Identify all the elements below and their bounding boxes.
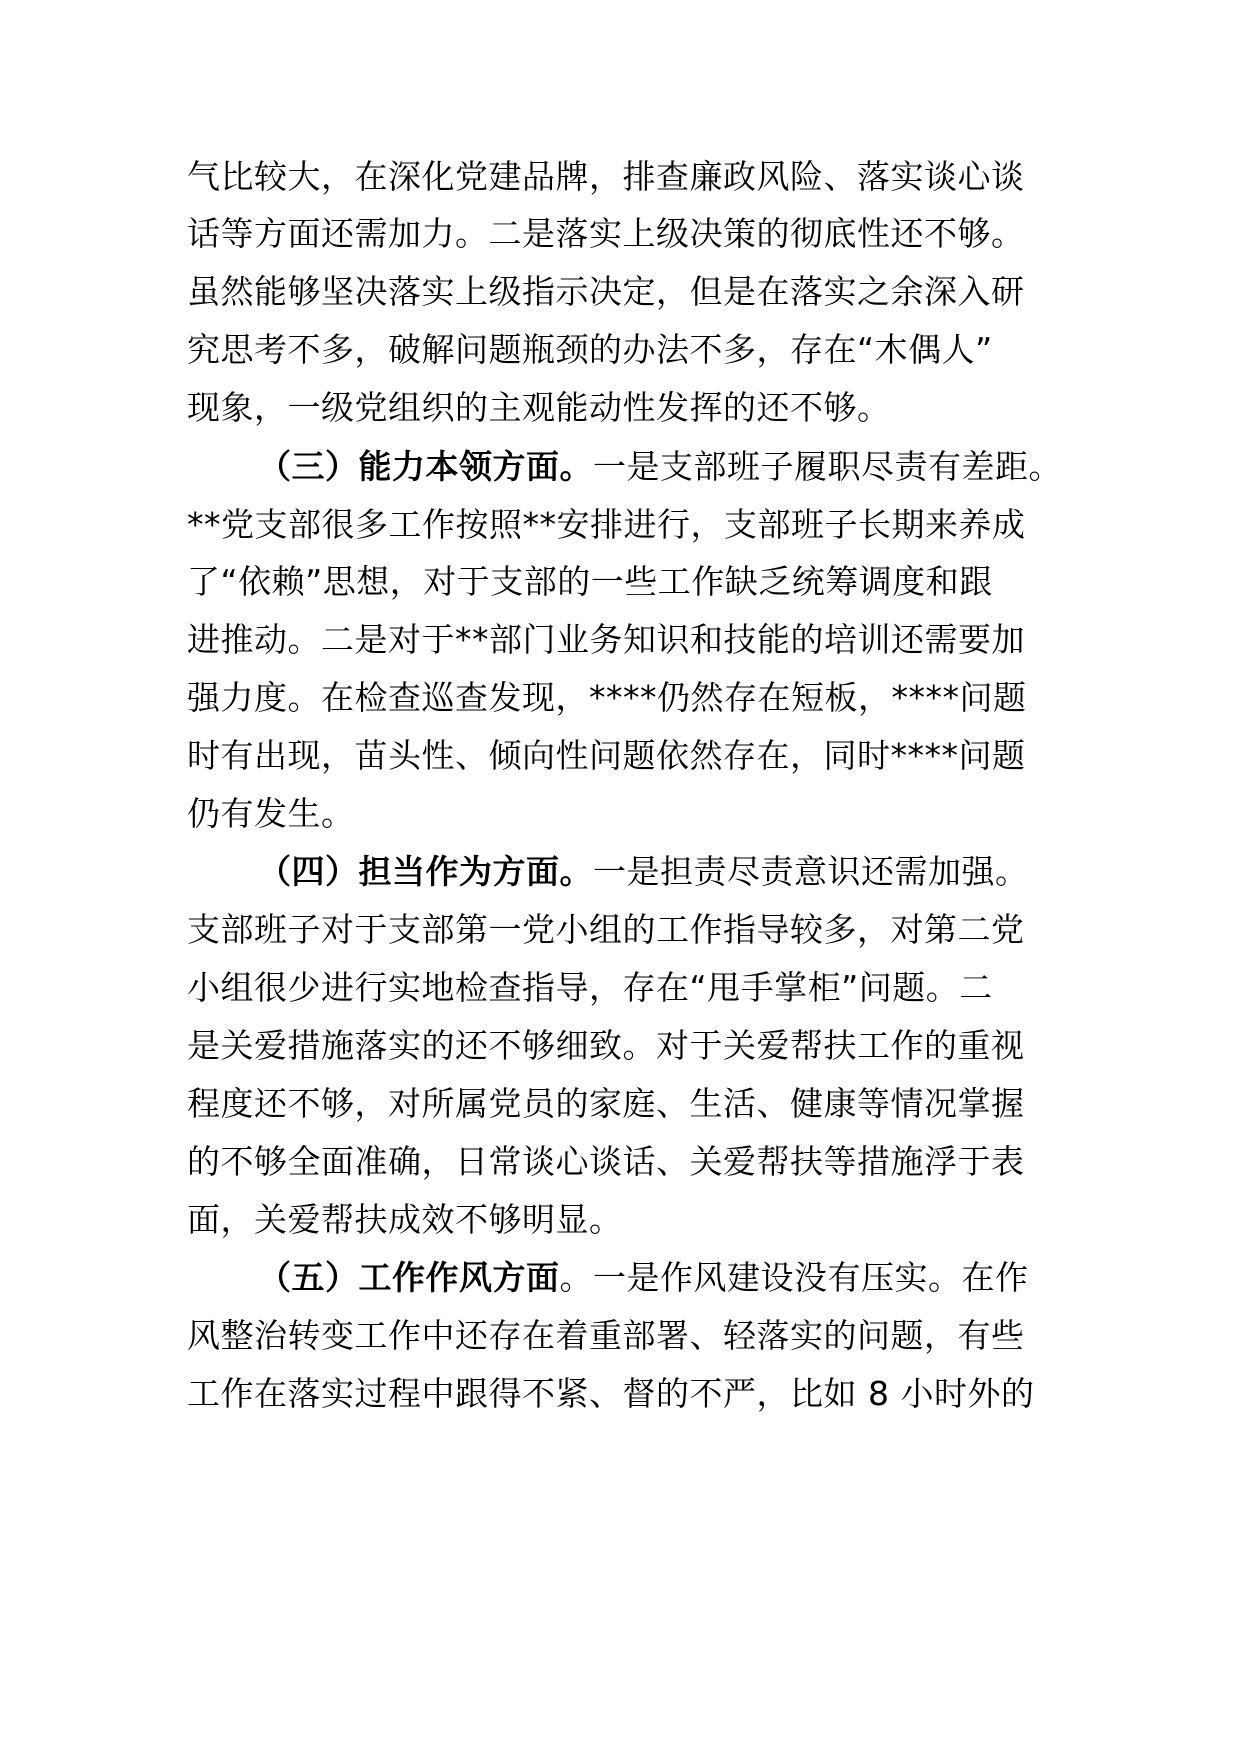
text-line: 的不够全面准确，日常谈心谈话、关爱帮扶等措施浮于表: [187, 1142, 1025, 1181]
text-line: 工作在落实过程中跟得不紧、督的不严，比如 8 小时外的: [187, 1374, 1035, 1413]
text-line: 进推动。二是对于**部门业务知识和技能的培训还需要加: [187, 620, 1025, 659]
text-span: 一是担责尽责意识还需加强。: [593, 852, 1029, 891]
text-line: 面，关爱帮扶成效不够明显。: [187, 1200, 623, 1239]
text-line: 话等方面还需加力。二是落实上级决策的彻底性还不够。: [187, 214, 1025, 253]
text-line: 是关爱措施落实的还不够细致。对于关爱帮扶工作的重视: [187, 1026, 1025, 1065]
text-line: 仍有发生。: [187, 794, 355, 833]
paragraph-first-line: [258, 1258, 1029, 1298]
text-line: 支部班子对于支部第一党小组的工作指导较多，对第二党: [187, 910, 1025, 949]
text-line: 程度还不够，对所属党员的家庭、生活、健康等情况掌握: [187, 1084, 1025, 1123]
text-line: 虽然能够坚决落实上级指示决定，但是在落实之余深入研: [187, 272, 1025, 311]
text-line: 了“依赖”思想，对于支部的一些工作缺乏统筹调度和跟: [187, 562, 993, 601]
text-span: 一是支部班子履职尽责有差距。: [593, 447, 1062, 486]
text-line: 小组很少进行实地检查指导，存在“甩手掌柜”问题。二: [187, 968, 993, 1007]
text-line: 风整治转变工作中还存在着重部署、轻落实的问题，有些: [187, 1316, 1025, 1355]
text-line: 强力度。在检查巡查发现，****仍然存在短板，****问题: [187, 678, 1027, 717]
section-heading: （四）担当作为方面。: [258, 852, 593, 891]
text-span: 。一是作风建设没有压实。在作: [559, 1258, 1029, 1297]
text-line: **党支部很多工作按照**安排进行，支部班子长期来养成: [187, 505, 1026, 544]
paragraph-first-line: [258, 852, 1029, 892]
text-line: 时有出现，苗头性、倾向性问题依然存在，同时****问题: [187, 736, 1026, 775]
section-heading: （五）工作作风方面: [258, 1258, 560, 1297]
text-line: 现象，一级党组织的主观能动性发挥的还不够。: [187, 388, 891, 427]
text-line: 气比较大，在深化党建品牌，排查廉政风险、落实谈心谈: [187, 157, 1025, 196]
paragraph-first-line: [258, 447, 1062, 487]
section-heading: （三）能力本领方面。: [258, 447, 593, 486]
text-line: 究思考不多，破解问题瓶颈的办法不多，存在“木偶人”: [187, 330, 993, 369]
